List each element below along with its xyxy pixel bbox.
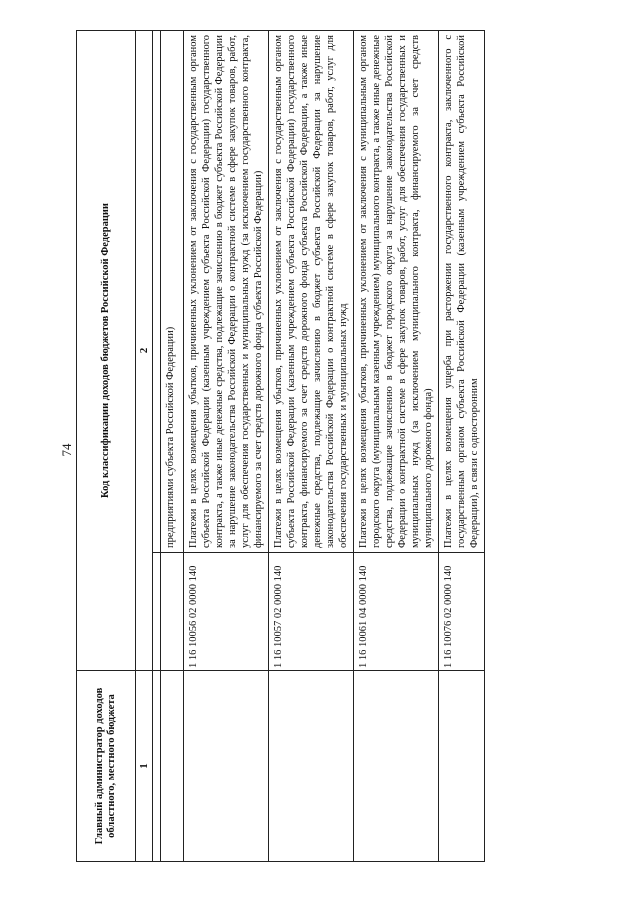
table-cell-empty: [439, 671, 485, 862]
table-cell-empty: [354, 671, 439, 862]
table-row: [184, 31, 269, 862]
revenue-description: Платежи в целях возмещения убытков, причиненных уклонением от заключения с государственным органом субъекта Российской Федерации (казенным учреждением субъекта Российской Федерации) государственного контракта, а также иные денежные средства, подлежащие зачислению в бюджет субъекта Российской Федерации за нарушение законодательства Российской Федерации о контрактной системе в сфере закупок товаров, работ, услуг для обеспечения государственных и муниципальных нужд (за исключением государственного контракта, финансируемого за счет средств дорожного фонда субъекта Российской Федерации): [184, 31, 269, 553]
revenue-classification-table: [76, 30, 485, 862]
table-row: [354, 31, 439, 862]
table-row: [269, 31, 354, 862]
table-row: [161, 31, 184, 862]
page-number: 74: [59, 443, 74, 457]
revenue-description: Платежи в целях возмещения ущерба при расторжении государственного контракта, заключенного с государственным органом субъекта Российской Федерации (казенным учреждением субъекта Российской Федерации), в связи с односторонним: [439, 31, 485, 553]
revenue-code: 1 16 10056 02 0000 140: [184, 553, 269, 671]
table-cell-empty: [269, 671, 354, 862]
column-number-1: 1: [136, 671, 153, 862]
table-row: [439, 31, 485, 862]
revenue-code: 1 16 10057 02 0000 140: [269, 553, 354, 671]
column-number-row: [136, 31, 153, 862]
continuation-text: предприятиями субъекта Российской Федерации): [161, 31, 184, 553]
column-number-2: 2: [136, 31, 153, 671]
table-cell-empty: [161, 671, 184, 862]
table-header-row: [77, 31, 136, 862]
revenue-code: 1 16 10076 02 0000 140: [439, 553, 485, 671]
table-cell-empty: [161, 553, 184, 671]
header-classification-code: Код классификации доходов бюджетов Российской Федерации: [77, 31, 136, 671]
header-administrator: Главный администратор доходов областного, местного бюджета: [77, 671, 136, 862]
revenue-code: 1 16 10061 04 0000 140: [354, 553, 439, 671]
revenue-description: Платежи в целях возмещения убытков, причиненных уклонением от заключения с государственным органом субъекта Российской Федерации (казенным учреждением субъекта Российской Федерации) государственного контракта, финансируемого за счет средств дорожного фонда субъекта Российской Федерации, а также иные денежные средства, подлежащие зачислению в бюджет субъекта Российской Федерации за нарушение законодательства Российской Федерации о контрактной системе в сфере закупок товаров, работ, услуг для обеспечения государственных и муниципальных нужд: [269, 31, 354, 553]
rotated-table-container: [76, 30, 608, 862]
revenue-description: Платежи в целях возмещения убытков, причиненных уклонением от заключения с муниципальным органом городского округа (муниципальным казенным учреждением) муниципального контракта, а также иные денежные средства, подлежащие зачислению в бюджет городского округа за нарушение законодательства Российской Федерации о контрактной системе в сфере закупок товаров, работ, услуг для обеспечения государственных и муниципальных нужд (за исключением муниципального контракта, финансируемого за счет средств муниципального дорожного фонда): [354, 31, 439, 553]
spacer-row: [153, 31, 161, 862]
table-cell-empty: [184, 671, 269, 862]
